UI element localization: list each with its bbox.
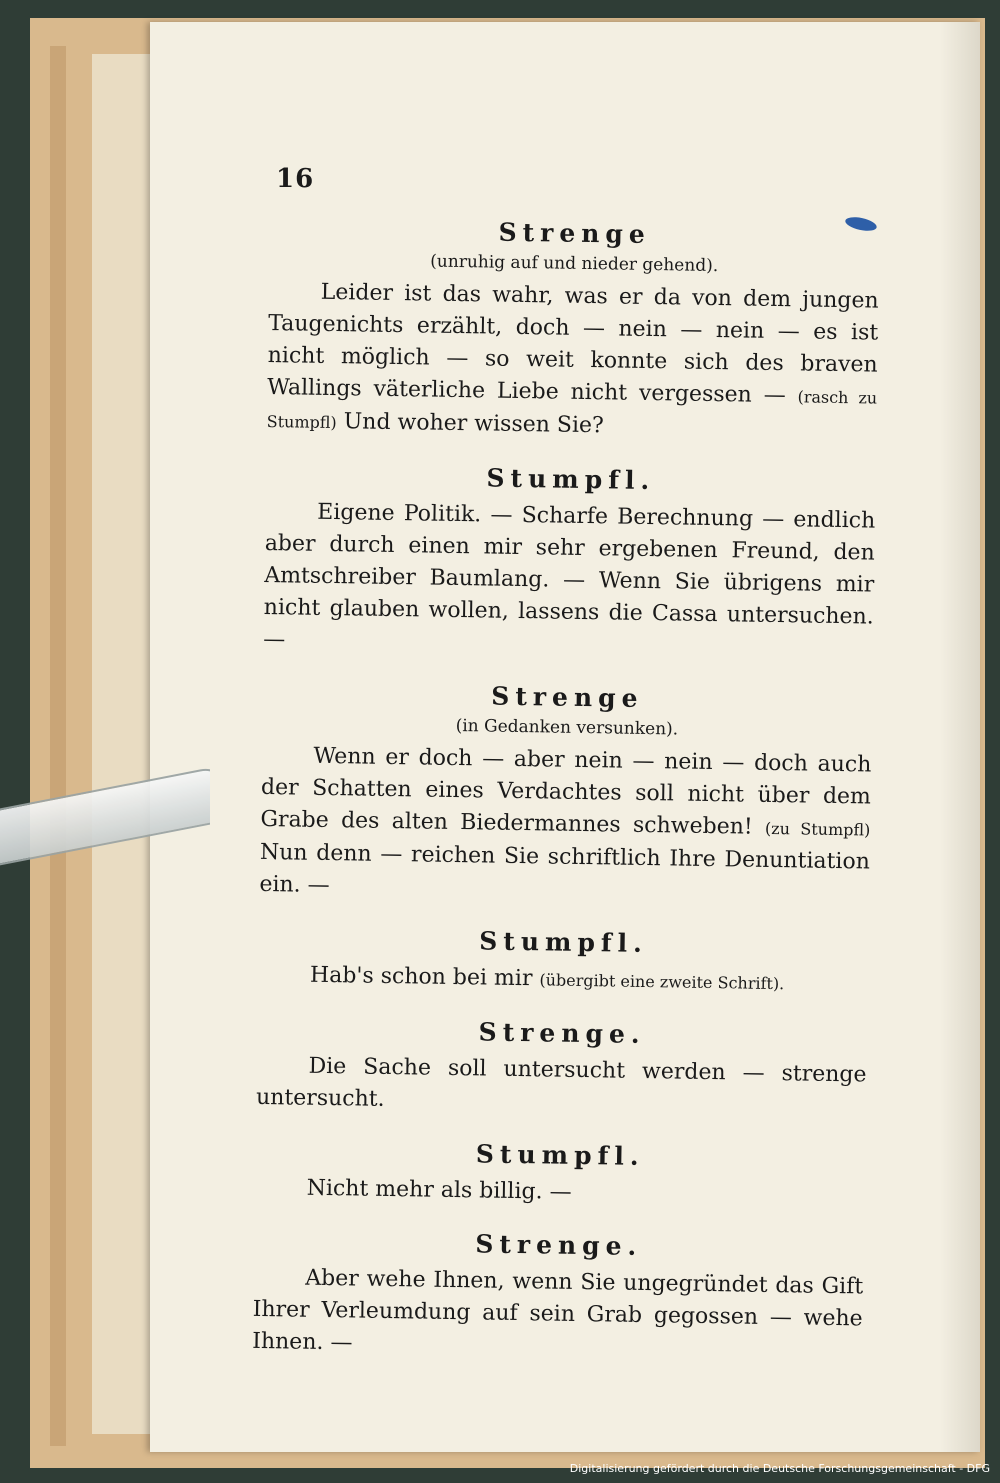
speaker-name: Strenge	[498, 217, 652, 249]
speech-segment: Nun denn — reichen Sie schriftlich Ihre Denuntiation ein. —	[259, 839, 871, 899]
speech-segment: Aber wehe Ihnen, wenn Sie ungegründet das Gift Ihrer Verleumdung auf sein Grab gegossen — wehe Ihnen. —	[252, 1265, 864, 1356]
speaker-name: Stumpfl.	[475, 1139, 645, 1171]
digitization-footer: Digitalisierung gefördert durch die Deutsche Forschungsgemeinschaft - DFG	[569, 1462, 990, 1475]
play-text	[252, 212, 880, 1367]
speech-text	[256, 1050, 867, 1124]
speech-segment: Leider ist das wahr, was er da von dem jungen Taugenichts erzählt, doch — nein — nein — es ist nicht möglich — so weit konnte sich des braven Wallings väterliche Liebe nicht vergessen —	[267, 279, 879, 409]
page-shadow	[940, 22, 980, 1452]
speech-segment: Hab's schon bei mir	[309, 962, 540, 992]
stage-direction: (in Gedanken versunken).	[455, 715, 679, 740]
speech-text	[258, 959, 868, 1002]
speech-text	[252, 1262, 863, 1368]
speech-text	[259, 740, 871, 911]
glass-clamp-bar	[0, 764, 210, 875]
speech-text	[266, 276, 878, 448]
speaker-name: Strenge.	[475, 1229, 643, 1261]
speaker-name: Strenge	[491, 681, 644, 713]
stage-direction: (unruhig auf und nieder gehend).	[430, 251, 719, 277]
speech-segment: Wenn er doch — aber nein — nein — doch auch der Schatten eines Verdachtes soll nicht über dem Grabe des alten Biedermannes schweben!	[260, 743, 872, 840]
speech-text	[254, 1172, 864, 1214]
inline-stage-direction: (rasch zu Stumpfl)	[266, 387, 878, 433]
speaker-name: Stumpfl.	[486, 463, 656, 496]
speech-text	[263, 496, 875, 666]
page-number: 16	[276, 164, 315, 194]
inline-stage-direction: (übergibt eine zweite Schrift).	[539, 970, 785, 994]
speech-segment: Nicht mehr als billig. —	[306, 1175, 572, 1205]
page-clamp	[0, 740, 210, 890]
speech-segment: Und woher wissen Sie?	[336, 409, 605, 439]
speaker-name: Stumpfl.	[479, 926, 649, 959]
speech-segment: Die Sache soll untersucht werden — strenge untersucht.	[255, 1053, 867, 1112]
inline-stage-direction: (zu Stumpfl)	[764, 818, 871, 840]
speech-segment: Eigene Politik. — Scharfe Berechnung — endlich aber durch einen mir sehr ergebenen Freund, den Amtschreiber Baumlang. — Wenn Sie übrigens mir nicht glauben wollen, lassens die Cassa untersuchen. —	[263, 499, 876, 653]
speaker-name: Strenge.	[478, 1017, 646, 1049]
